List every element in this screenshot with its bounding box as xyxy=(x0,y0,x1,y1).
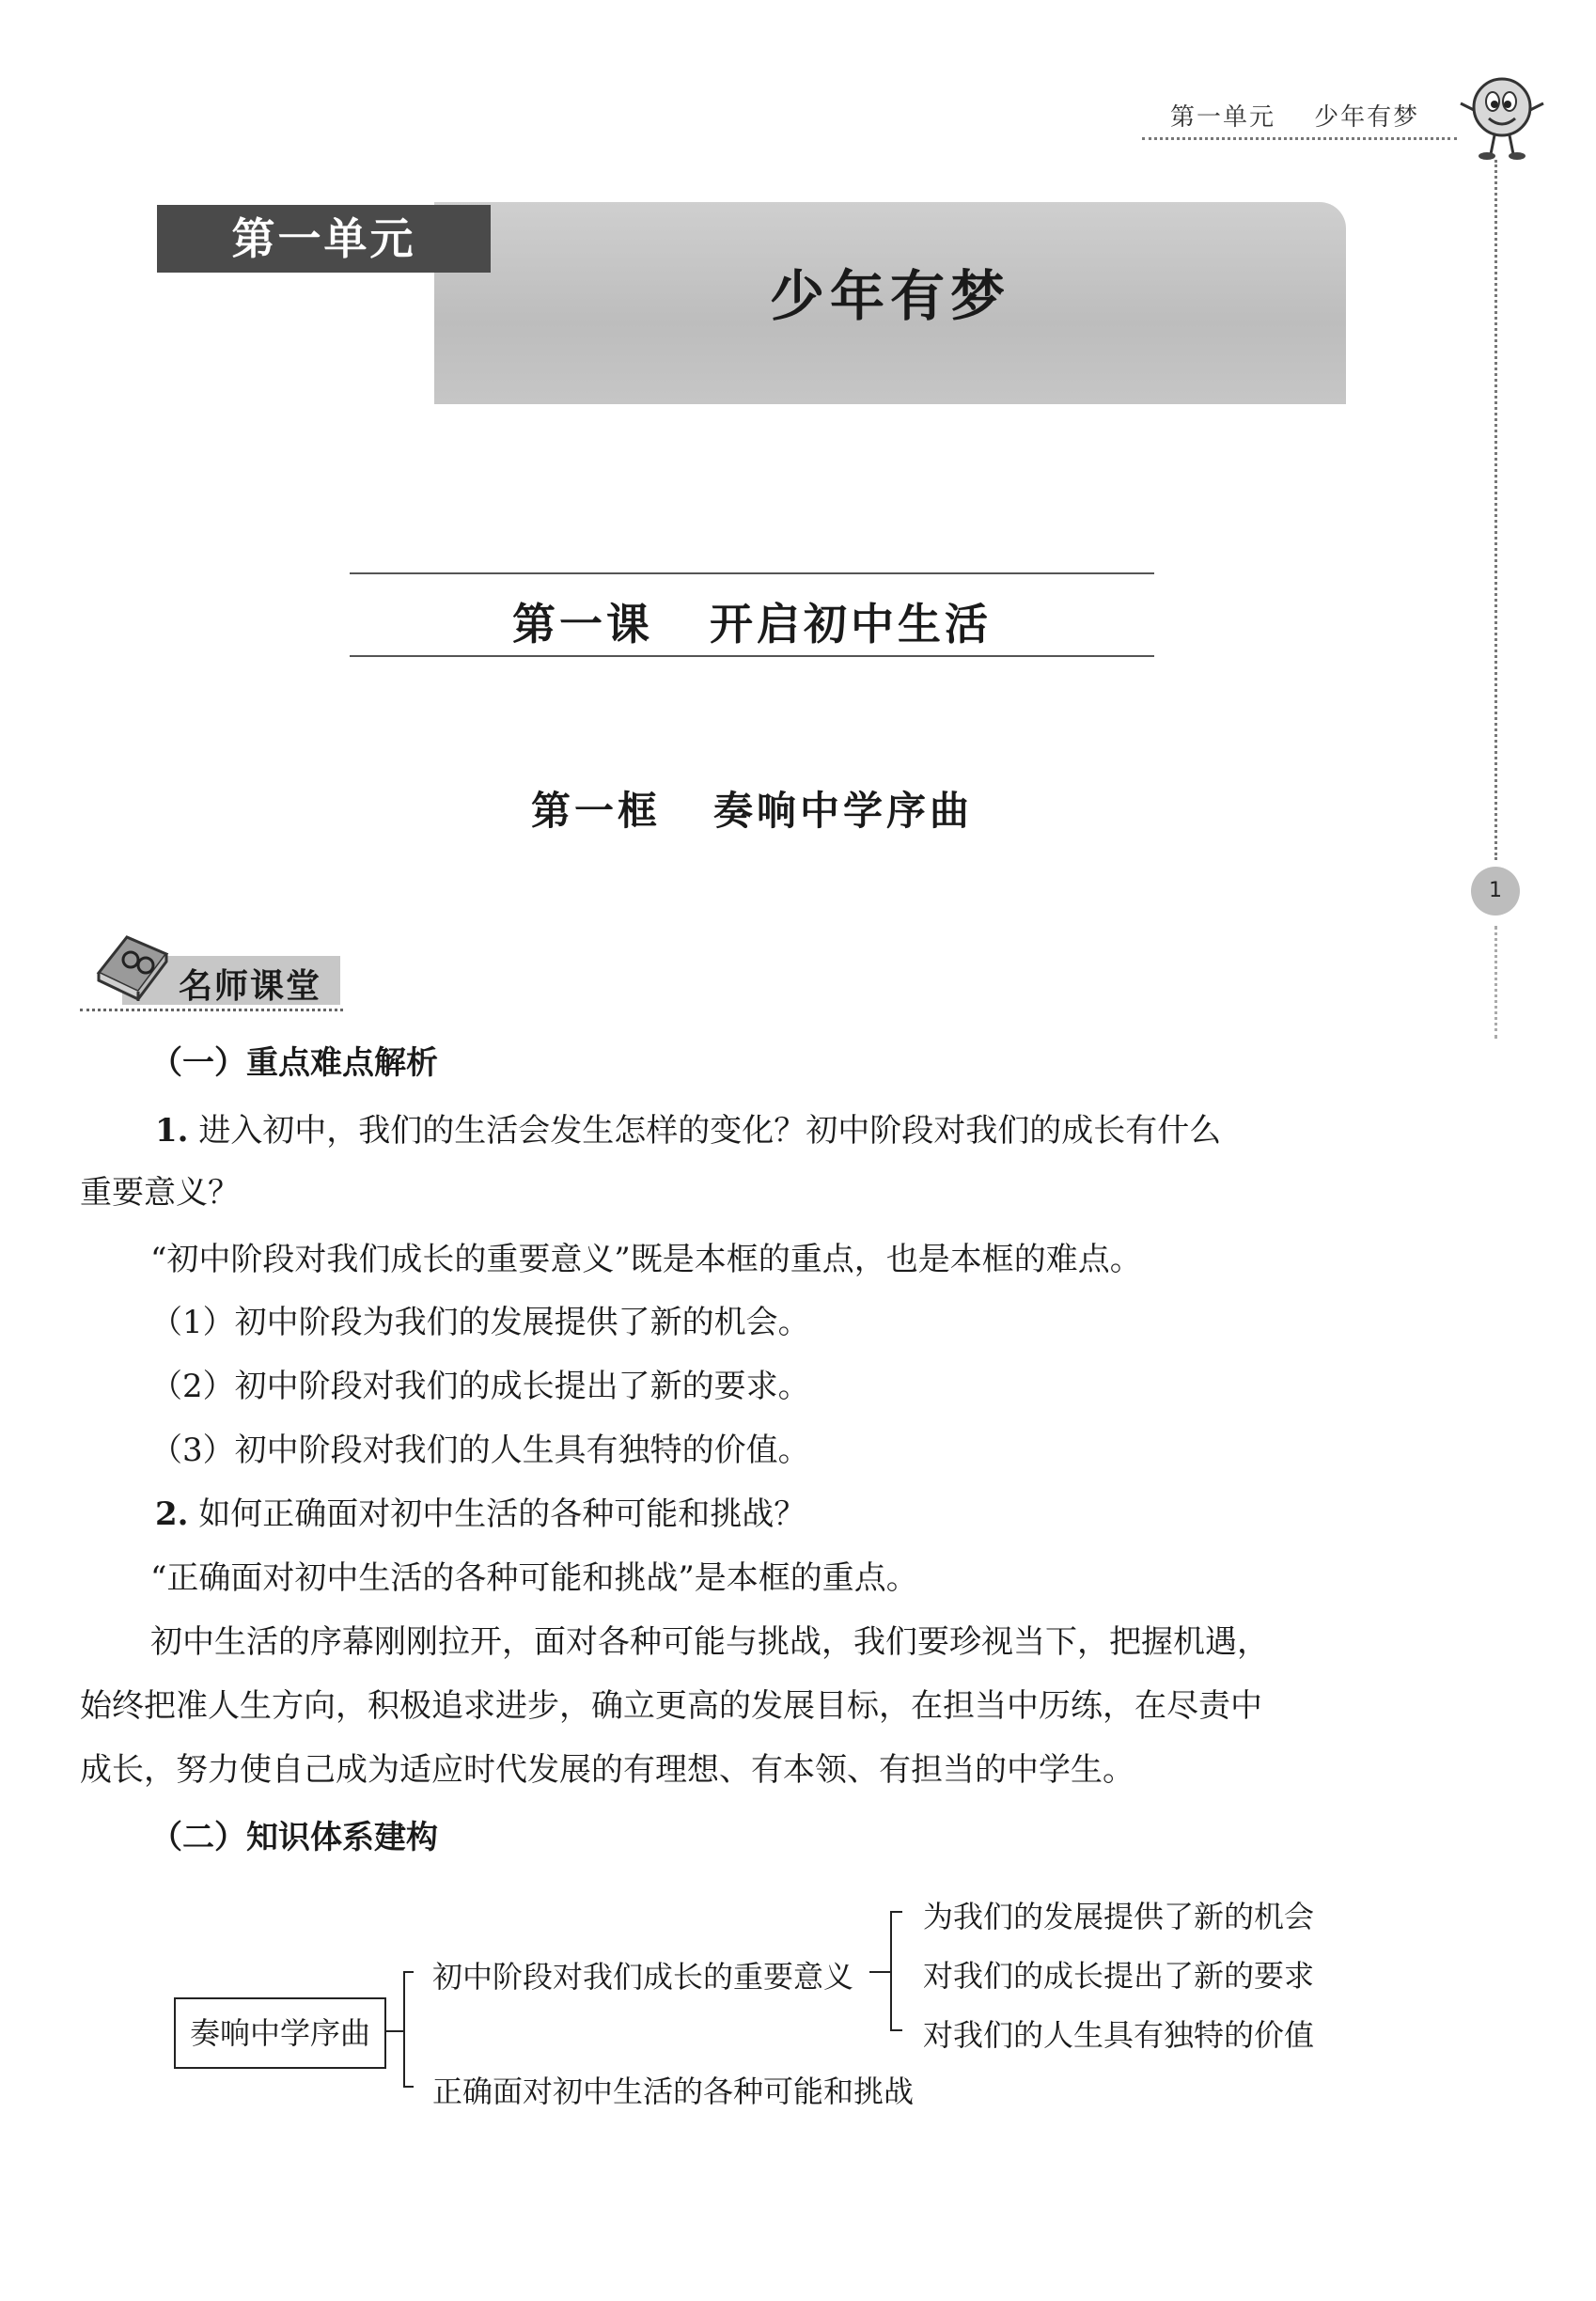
diagram-branch-1: 初中阶段对我们成长的重要意义 xyxy=(432,1959,854,1995)
question-1-note: “初中阶段对我们成长的重要意义”既是本框的重点，也是本框的难点。 xyxy=(150,1241,1142,1278)
question-2 xyxy=(155,1483,806,1545)
lesson-name: 开启初中生活 xyxy=(710,599,993,650)
question-1-line-1: 进入初中，我们的生活会发生怎样的变化？初中阶段对我们的成长有什么 xyxy=(198,1112,1222,1150)
question-1-number: 1. xyxy=(155,1112,189,1150)
header-unit: 第一单元 xyxy=(1170,103,1276,132)
question-2-note: “正确面对初中生活的各种可能和挑战”是本框的重点。 xyxy=(150,1559,918,1597)
point-1: （1）初中阶段为我们的发展提供了新的机会。 xyxy=(150,1304,810,1341)
section-title xyxy=(350,780,1154,837)
part1-heading: （一）重点难点解析 xyxy=(150,1044,438,1082)
question-2-number: 2. xyxy=(155,1495,189,1533)
margin-rule-lower xyxy=(1494,926,1497,1039)
point-2: （2）初中阶段对我们的成长提出了新的要求。 xyxy=(150,1368,810,1405)
book-glasses-icon xyxy=(89,926,174,1001)
running-header xyxy=(1170,98,1419,133)
paragraph-line-3: 成长，努力使自己成为适应时代发展的有理想、有本领、有担当的中学生。 xyxy=(80,1751,1134,1789)
part2-heading: （二）知识体系建构 xyxy=(150,1819,438,1856)
diagram-leaf-3: 对我们的人生具有独特的价值 xyxy=(923,2017,1315,2053)
diagram-leaf-2: 对我们的成长提出了新的要求 xyxy=(923,1958,1315,1994)
question-2-text: 如何正确面对初中生活的各种可能和挑战？ xyxy=(198,1495,806,1533)
lesson-rule-top xyxy=(350,572,1154,574)
paragraph-line-2: 始终把准人生方向，积极追求进步，确立更高的发展目标，在担当中历练，在尽责中 xyxy=(80,1687,1262,1725)
question-1 xyxy=(155,1100,1221,1162)
margin-rule xyxy=(1494,160,1497,860)
section-number: 第一框 xyxy=(531,788,662,834)
lesson-number: 第一课 xyxy=(511,599,653,650)
diagram-root-node: 奏响中学序曲 xyxy=(174,1997,386,2069)
classroom-badge-label: 名师课堂 xyxy=(179,967,322,1006)
page-number: 1 xyxy=(1471,867,1520,916)
paragraph-line-1: 初中生活的序幕刚刚拉开，面对各种可能与挑战，我们要珍视当下，把握机遇， xyxy=(150,1623,1269,1661)
unit-label: 第一单元 xyxy=(231,213,416,264)
header-title: 少年有梦 xyxy=(1314,103,1420,132)
lesson-rule-bottom xyxy=(350,655,1154,657)
point-3: （3）初中阶段对我们的人生具有独特的价值。 xyxy=(150,1432,810,1469)
diagram-branch-2: 正确面对初中生活的各种可能和挑战 xyxy=(432,2074,915,2109)
lesson-title xyxy=(350,590,1154,652)
diagram-leaf-1: 为我们的发展提供了新的机会 xyxy=(923,1899,1315,1934)
section-name: 奏响中学序曲 xyxy=(712,788,973,834)
unit-title: 少年有梦 xyxy=(769,264,1010,328)
header-rule xyxy=(1142,137,1457,140)
badge-rule xyxy=(80,1009,343,1011)
question-1-line-2: 重要意义？ xyxy=(80,1174,240,1212)
mascot-icon xyxy=(1455,68,1549,162)
